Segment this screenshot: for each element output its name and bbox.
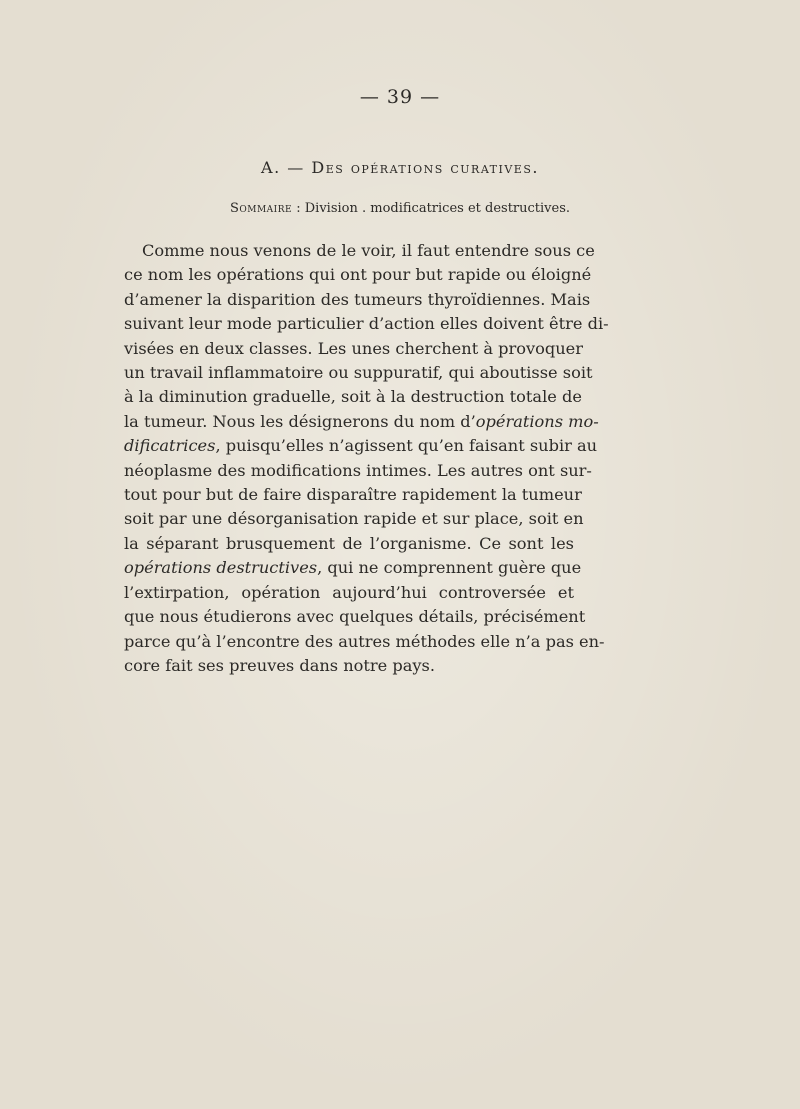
text-line: néoplasme des modifications intimes. Les autres ont sur- — [124, 460, 592, 480]
text-line — [124, 410, 599, 434]
summary — [0, 201, 800, 216]
text-line: soit par une désorganisation rapide et sur place, soit en — [124, 509, 584, 529]
text-line: un travail inflammatoire ou suppuratif, qui aboutisse soit — [124, 363, 593, 383]
text-line: la séparant brusquement de l’organisme. Ce sont les — [124, 533, 574, 553]
text-line: à la diminution graduelle, soit à la destruction totale de — [124, 387, 582, 407]
text-line: visées en deux classes. Les unes cherchent à provoquer — [124, 338, 583, 358]
text-line: ce nom les opérations qui ont pour but rapide ou éloigné — [124, 265, 592, 285]
text-line: parce qu’à l’encontre des autres méthodes elle n’a pas en- — [124, 631, 605, 651]
text-line — [124, 556, 582, 580]
italic-term: opérations mo- — [475, 411, 599, 431]
text-line: tout pour but de faire disparaître rapidement la tumeur — [124, 485, 582, 505]
text-line: d’amener la disparition des tumeurs thyroïdiennes. Mais — [124, 289, 591, 309]
text-segment: la tumeur. Nous les désignerons du nom d’ — [124, 411, 476, 431]
summary-text: : Division . modificatrices et destructives. — [292, 201, 571, 216]
text-line — [124, 434, 598, 458]
page-number: — 39 — — [359, 86, 441, 108]
summary-label: Sommaire — [229, 201, 293, 216]
text-line: que nous étudierons avec quelques détails, précisément — [124, 607, 586, 627]
text-line: l’extirpation, opération aujourd’hui controversée et — [124, 582, 574, 602]
italic-term: opérations destructives — [124, 558, 318, 578]
text-segment: , puisqu’elles n’agissent qu’en faisant subir au — [215, 436, 598, 456]
text-line: Comme nous venons de le voir, il faut entendre sous ce — [142, 241, 595, 260]
text-line: suivant leur mode particulier d’action elles doivent être di- — [124, 314, 609, 334]
text-line: core fait ses preuves dans notre pays. — [124, 655, 436, 675]
text-segment: , qui ne comprennent guère que — [317, 558, 582, 578]
italic-term: dificatrices — [124, 436, 216, 456]
section-heading: A. — Des opérations curatives. — [261, 158, 539, 177]
body-paragraph — [124, 239, 609, 678]
